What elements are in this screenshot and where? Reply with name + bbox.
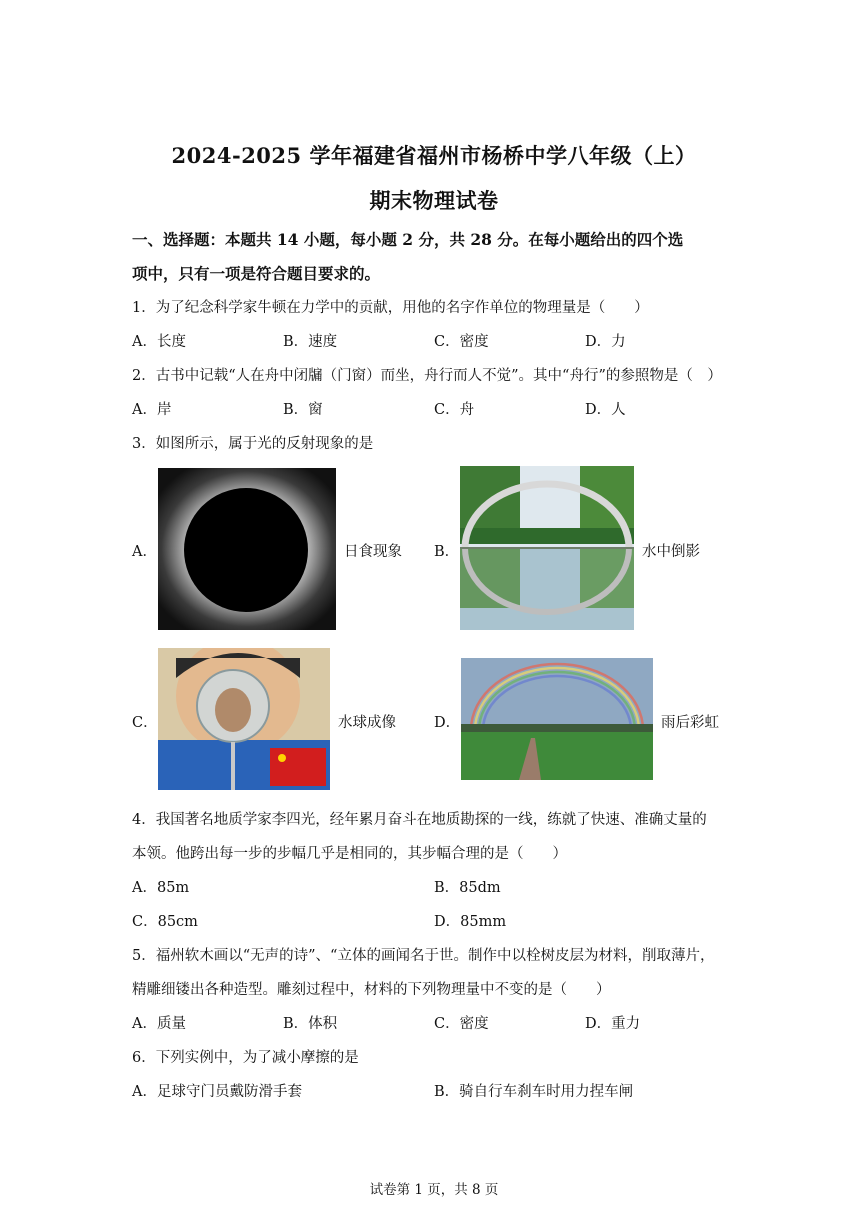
question-4-stem-line2: 本领。他跨出每一步的步幅几乎是相同的，其步幅合理的是（ ） — [132, 846, 567, 862]
question-3-option-d-caption: 雨后彩虹 — [661, 715, 719, 731]
question-4-option-c: C．85cm — [132, 914, 198, 930]
question-1-option-a: A．长度 — [132, 334, 186, 350]
question-4-option-b: B．85dm — [434, 880, 501, 896]
question-4-option-a: A．85m — [132, 880, 190, 896]
question-3-option-c-caption: 水球成像 — [338, 715, 396, 731]
question-2-stem: 2．古书中记载“人在舟中闭牖（门窗）而坐，舟行而人不觉”。其中“舟行”的参照物是（ ） — [132, 368, 722, 384]
question-5-option-d: D．重力 — [585, 1016, 641, 1032]
question-5-stem-line1: 5．福州软木画以“无声的诗”、“立体的画闻名于世。制作中以栓树皮层为材料，削取薄片， — [132, 948, 715, 964]
question-3-option-b-letter: B． — [434, 544, 460, 560]
exam-title-line1: 2024-2025 学年福建省福州市杨桥中学八年级（上） — [171, 143, 697, 168]
question-2-option-a: A．岸 — [132, 402, 172, 418]
question-6-option-b: B．骑自行车刹车时用力捏车闸 — [434, 1084, 634, 1100]
question-5-option-c: C．密度 — [434, 1016, 489, 1032]
solar-eclipse-image — [158, 468, 336, 630]
exam-title-line2: 期末物理试卷 — [369, 188, 499, 213]
question-5-option-b: B．体积 — [283, 1016, 338, 1032]
question-1-option-d: D．力 — [585, 334, 626, 350]
question-2-option-b: B．窗 — [283, 402, 323, 418]
page-footer: 试卷第 1 页，共 8 页 — [369, 1182, 499, 1198]
section-heading-line1: 一、选择题：本题共 14 小题，每小题 2 分，共 28 分。在每小题给出的四个选 — [132, 230, 684, 249]
question-1-stem: 1．为了纪念科学家牛顿在力学中的贡献，用他的名字作单位的物理量是（ ） — [132, 300, 649, 316]
bridge-reflection-image — [460, 466, 634, 630]
question-2-option-c: C．舟 — [434, 402, 475, 418]
question-5-stem-line2: 精雕细镂出各种造型。雕刻过程中，材料的下列物理量中不变的是（ ） — [132, 982, 611, 998]
question-3-stem: 3．如图所示，属于光的反射现象的是 — [132, 436, 374, 452]
question-4-option-d: D．85mm — [434, 914, 507, 930]
question-1-option-c: C．密度 — [434, 334, 489, 350]
question-4-stem-line1: 4．我国著名地质学家李四光，经年累月奋斗在地质勘探的一线，练就了快速、准确丈量的 — [132, 812, 707, 828]
question-3-option-c-letter: C． — [132, 715, 158, 731]
rainbow-image — [461, 658, 653, 780]
question-3-option-d-letter: D． — [434, 715, 461, 731]
section-heading-line2: 项中，只有一项是符合题目要求的。 — [132, 264, 381, 283]
question-3-option-b-caption: 水中倒影 — [642, 544, 700, 560]
question-6-option-a: A．足球守门员戴防滑手套 — [132, 1084, 302, 1100]
question-6-stem: 6．下列实例中，为了减小摩擦的是 — [132, 1050, 359, 1066]
question-2-option-d: D．人 — [585, 402, 626, 418]
question-1-option-b: B．速度 — [283, 334, 338, 350]
question-3-option-a-caption: 日食现象 — [344, 544, 402, 560]
water-ball-image — [158, 648, 330, 790]
question-3-option-a-letter: A． — [132, 544, 157, 560]
question-5-option-a: A．质量 — [132, 1016, 186, 1032]
